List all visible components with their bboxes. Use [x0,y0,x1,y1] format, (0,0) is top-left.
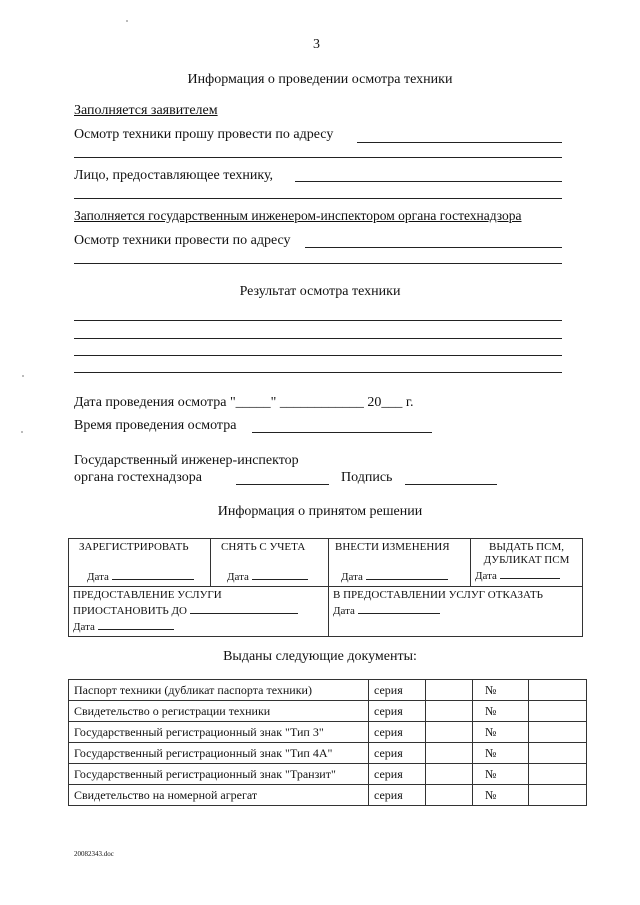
scan-speck [126,20,128,22]
doc-series-label: серия [369,680,426,701]
doc-number-field[interactable] [529,701,587,722]
page-title: Информация о проведении осмотра техники [187,72,453,87]
result-line-2[interactable] [74,338,562,339]
deregister-label: СНЯТЬ С УЧЕТА [221,541,306,553]
table-row [69,785,587,806]
result-line-4[interactable] [74,372,562,373]
decision-amend[interactable] [329,539,471,587]
doc-number-field[interactable] [529,743,587,764]
page-number: 3 [313,37,320,52]
time-label: Время проведения осмотра [74,418,237,433]
doc-number-field[interactable] [529,785,587,806]
inspect-address-label-2: Осмотр техники провести по адресу [74,233,291,248]
doc-series-field[interactable] [426,764,473,785]
doc-number-label: № [473,743,529,764]
doc-number-label: № [473,764,529,785]
date-field[interactable] [252,568,308,580]
decision-issue[interactable] [471,539,583,587]
doc-series-label: серия [369,764,426,785]
decision-title: Информация о принятом решении [217,504,423,519]
date-field[interactable] [112,568,194,580]
doc-series-label: серия [369,743,426,764]
decision-table [68,538,583,637]
table-row [69,764,587,785]
date-label: Дата [341,571,363,583]
amend-label: ВНЕСТИ ИЗМЕНЕНИЯ [335,541,450,553]
doc-number-field[interactable] [529,764,587,785]
doc-number-label: № [473,785,529,806]
result-line-1[interactable] [74,320,562,321]
table-row [69,680,587,701]
issue-label-1: ВЫДАТЬ ПСМ, [488,541,564,553]
inspector-name-field[interactable] [236,484,329,485]
issue-label-2: ДУБЛИКАТ ПСМ [483,554,570,566]
doc-number-label: № [473,680,529,701]
person-label: Лицо, предоставляющее технику, [74,168,274,183]
person-field[interactable] [295,181,562,182]
decision-register[interactable] [69,539,211,587]
doc-number-label: № [473,701,529,722]
doc-series-field[interactable] [426,785,473,806]
table-row [69,722,587,743]
doc-series-field[interactable] [426,701,473,722]
date-label: Дата [475,570,497,582]
date-field[interactable] [500,567,560,579]
inspect-address-field-line2[interactable] [74,263,562,264]
inspector-title-2: органа гостехнадзора [74,470,202,485]
decision-refuse[interactable] [329,587,583,637]
docs-table [68,679,587,806]
doc-name: Паспорт техники (дубликат паспорта техники) [69,680,369,701]
doc-series-label: серия [369,785,426,806]
inspector-header: Заполняется государственным инженером-инспектором органа гостехнадзора [74,208,522,223]
doc-series-field[interactable] [426,680,473,701]
person-field-line2[interactable] [74,198,562,199]
date-label: Дата [73,621,95,633]
signature-field[interactable] [405,484,497,485]
inspect-address-label: Осмотр техники прошу провести по адресу [74,127,334,142]
doc-name: Свидетельство на номерной агрегат [69,785,369,806]
register-label: ЗАРЕГИСТРИРОВАТЬ [79,541,189,553]
date-label: Дата [87,571,109,583]
result-title: Результат осмотра техники [239,284,401,299]
address-field-line2[interactable] [74,157,562,158]
inspection-date[interactable]: Дата проведения осмотра "_____" ____________ 20___ г. [74,395,414,410]
doc-number-field[interactable] [529,680,587,701]
scan-speck [21,431,23,433]
result-line-3[interactable] [74,355,562,356]
date-field[interactable] [366,568,448,580]
doc-series-label: серия [369,722,426,743]
table-row [69,743,587,764]
signature-label: Подпись [341,470,393,485]
applicant-header: Заполняется заявителем [74,103,218,118]
doc-series-field[interactable] [426,722,473,743]
time-field[interactable] [252,432,432,433]
date-field[interactable] [358,602,440,614]
docs-title: Выданы следующие документы: [223,649,417,664]
suspend-label-2: ПРИОСТАНОВИТЬ ДО [73,605,187,617]
suspend-date-field[interactable] [190,602,298,614]
refuse-label: В ПРЕДОСТАВЛЕНИИ УСЛУГ ОТКАЗАТЬ [333,589,543,601]
address-field[interactable] [357,142,562,143]
date-field[interactable] [98,618,174,630]
date-label: Дата [227,571,249,583]
doc-number-label: № [473,722,529,743]
table-row [69,701,587,722]
doc-series-label: серия [369,701,426,722]
doc-number-field[interactable] [529,722,587,743]
suspend-label-1: ПРЕДОСТАВЛЕНИЕ УСЛУГИ [73,589,222,601]
doc-name: Свидетельство о регистрации техники [69,701,369,722]
footer-filename: 20082343.doc [74,850,114,858]
doc-series-field[interactable] [426,743,473,764]
inspect-address-field[interactable] [305,247,562,248]
date-label: Дата [333,605,355,617]
doc-name: Государственный регистрационный знак "Транзит" [69,764,369,785]
doc-name: Государственный регистрационный знак "Тип 3" [69,722,369,743]
inspector-title-1: Государственный инженер-инспектор [74,453,299,468]
scan-speck [22,375,24,377]
decision-deregister[interactable] [211,539,329,587]
decision-suspend[interactable] [69,587,329,637]
doc-name: Государственный регистрационный знак "Тип 4А" [69,743,369,764]
